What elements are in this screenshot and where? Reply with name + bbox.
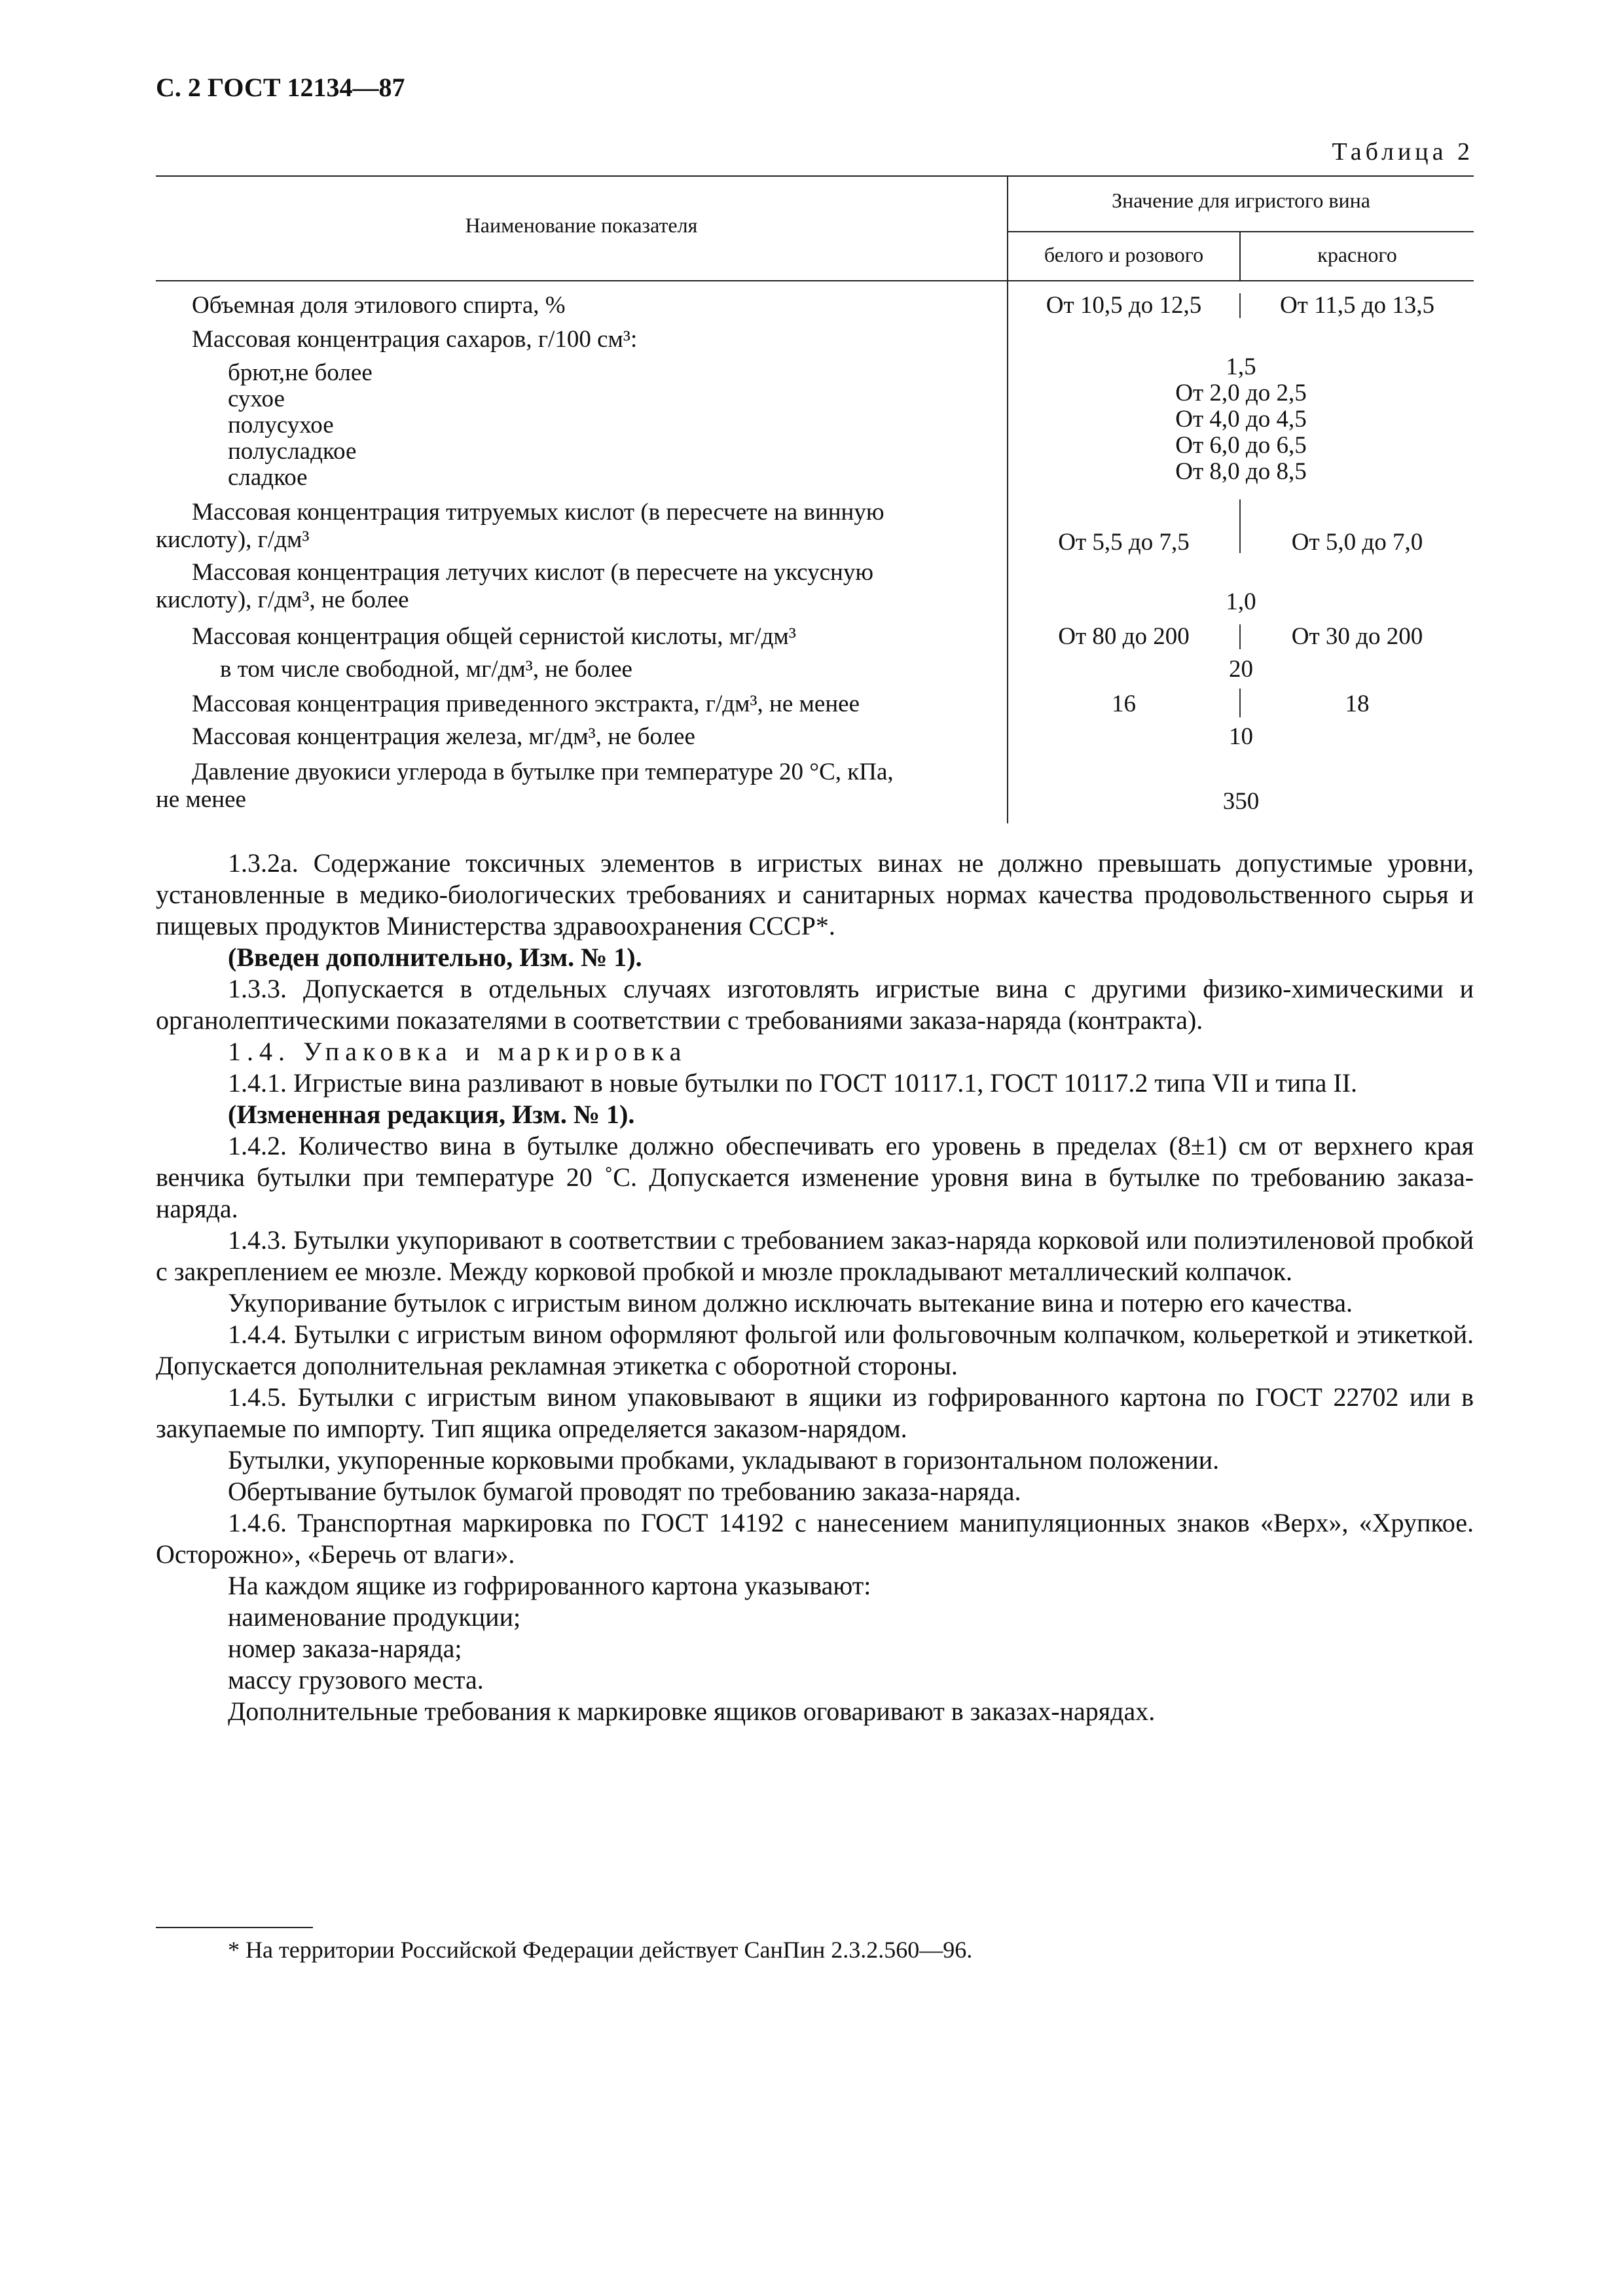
row-extract-red: 18 xyxy=(1345,691,1370,717)
header-group-rule xyxy=(1008,231,1474,232)
paragraph-1-4-6: 1.4.6. Транспортная маркировка по ГОСТ 14192 с нанесением манипуляционных знаков «Верх», «Хрупкое. Осторожно», «Беречь от влаги». xyxy=(156,1508,1474,1569)
list-item-mass: массу грузового места. xyxy=(228,1665,484,1695)
table-caption: Таблица 2 xyxy=(1332,138,1474,166)
paragraph-additional: Дополнительные требования к маркировке ящиков оговаривают в заказах-нарядах. xyxy=(228,1696,1156,1726)
row-dry-value: От 2,0 до 2,5 xyxy=(1175,380,1307,406)
row-titratable-red: От 5,0 до 7,0 xyxy=(1291,529,1423,556)
row-sulfurous-red: От 30 до 200 xyxy=(1291,623,1423,650)
row-alcohol-white: От 10,5 до 12,5 xyxy=(1046,292,1202,319)
row-extract-white: 16 xyxy=(1112,691,1136,717)
paragraph-box-marking: На каждом ящике из гофрированного картона указывают: xyxy=(228,1571,871,1600)
table-header-bottom-rule xyxy=(156,280,1474,281)
paragraph-1-4-4: 1.4.4. Бутылки с игристым вином оформляют фольгой или фольговочным колпачком, кольереткой и этикеткой. Допускается дополнительная рекламная этикетка с оборотной стороны. xyxy=(156,1319,1474,1380)
header-value-group: Значение для игристого вина xyxy=(1112,188,1370,212)
row-free-name: в том числе свободной, мг/дм³, не более xyxy=(220,656,632,683)
row-semisweet-name: полусладкое xyxy=(228,438,357,465)
list-item-order: номер заказа-наряда; xyxy=(228,1634,462,1663)
row-brut-name: брют,не более xyxy=(228,359,373,386)
row-sweet-name: сладкое xyxy=(228,464,308,491)
paragraph-sealing: Укупоривание бутылок с игристым вином должно исключать вытекание вина и потерю его качества. xyxy=(228,1288,1353,1318)
row-volatile-name-line1: Массовая концентрация летучих кислот (в пересчете на уксусную xyxy=(192,559,873,586)
list-item-product: наименование продукции; xyxy=(228,1602,521,1632)
paragraph-wrapping: Обертывание бутылок бумагой проводят по требованию заказа-наряда. xyxy=(228,1477,1021,1506)
paragraph-1-4-2: 1.4.2. Количество вина в бутылке должно обеспечивать его уровень в пределах (8±1) см от верхнего края венчика бутылки при температуре 20 ˚С. Допускается изменение уровня вина в бутылке по требованию заказа-наряда. xyxy=(156,1131,1474,1223)
row-semidry-name: полусухое xyxy=(228,412,334,439)
row-co2-value: 350 xyxy=(1222,788,1260,815)
row-volatile-name-line2: кислоту), г/дм³, не более xyxy=(156,586,409,613)
row-co2-name-line1: Давление двуокиси углерода в бутылке при температуре 20 °С, кПа, xyxy=(192,759,894,785)
row-extract-name: Массовая концентрация приведенного экстракта, г/дм³, не менее xyxy=(192,691,860,717)
paragraph-1-4-3: 1.4.3. Бутылки укупоривают в соответствии с требованием заказ-наряда корковой или полиэтиленовой пробкой с закреплением ее мюзле. Между корковой пробкой и мюзле прокладывают металлический колпачок. xyxy=(156,1225,1474,1286)
row-volatile-value: 1,0 xyxy=(1226,588,1256,615)
row-brut-value: 1,5 xyxy=(1226,353,1256,380)
paragraph-1-4-5: 1.4.5. Бутылки с игристым вином упаковывают в ящики из гофрированного картона по ГОСТ 22702 или в закупаемые по импорту. Тип ящика определяется заказом-нарядом. xyxy=(156,1382,1474,1443)
paragraph-1-3-2a: 1.3.2а. Содержание токсичных элементов в игристых винах не должно превышать допустимые уровни, установленные в медико-биологических требованиях и санитарных нормах качества продовольственного сырья и пищевых продуктов Министерства здравоохранения СССР*. xyxy=(156,848,1474,941)
page-header: С. 2 ГОСТ 12134—87 xyxy=(156,73,405,102)
amendment-note-1: (Введен дополнительно, Изм. № 1). xyxy=(228,942,642,972)
row-titratable-name-line2: кислоту), г/дм³ xyxy=(156,526,310,553)
row-sugar-name: Массовая концентрация сахаров, г/100 см³: xyxy=(192,326,638,353)
row-sulfurous-white: От 80 до 200 xyxy=(1058,623,1190,650)
row-titratable-name-line1: Массовая концентрация титруемых кислот (в пересчете на винную xyxy=(192,499,884,526)
row-iron-name: Массовая концентрация железа, мг/дм³, не более xyxy=(192,723,695,750)
header-name: Наименование показателя xyxy=(465,213,698,237)
row-dry-name: сухое xyxy=(228,386,285,412)
row-co2-name-line2: не менее xyxy=(156,786,246,813)
row-free-value: 20 xyxy=(1229,656,1253,683)
footnote: * На территории Российской Федерации действует СанПин 2.3.2.560—96. xyxy=(228,1937,973,1963)
paragraph-1-4-1: 1.4.1. Игристые вина разливают в новые бутылки по ГОСТ 10117.1, ГОСТ 10117.2 типа VII и типа II. xyxy=(228,1068,1358,1098)
footnote-rule xyxy=(156,1927,313,1928)
amendment-note-2: (Измененная редакция, Изм. № 1). xyxy=(228,1100,635,1129)
row-semisweet-value: От 6,0 до 6,5 xyxy=(1175,432,1307,459)
paragraph-1-3-3: 1.3.3. Допускается в отдельных случаях изготовлять игристые вина с другими физико-химическими и органолептическими показателями в соответствии с требованиями заказа-наряда (контракта). xyxy=(156,974,1474,1035)
row-alcohol-red: От 11,5 до 13,5 xyxy=(1279,292,1435,319)
row-sulfurous-name: Массовая концентрация общей сернистой кислоты, мг/дм³ xyxy=(192,623,796,650)
header-white: белого и розового xyxy=(1044,243,1204,266)
row-semidry-value: От 4,0 до 4,5 xyxy=(1175,406,1307,433)
body-text xyxy=(156,848,1474,1727)
table-top-rule xyxy=(156,175,1474,177)
section-1-4-heading: 1.4. Упаковка и маркировка xyxy=(228,1037,687,1066)
row-sweet-value: От 8,0 до 8,5 xyxy=(1175,458,1307,485)
indicators-table xyxy=(156,175,1474,823)
paragraph-horizontal: Бутылки, укупоренные корковыми пробками, укладывают в горизонтальном положении. xyxy=(228,1445,1220,1475)
row-iron-value: 10 xyxy=(1229,723,1253,750)
row-titratable-white: От 5,5 до 7,5 xyxy=(1058,529,1190,556)
header-red: красного xyxy=(1317,243,1397,266)
row-alcohol-name: Объемная доля этилового спирта, % xyxy=(192,292,566,319)
